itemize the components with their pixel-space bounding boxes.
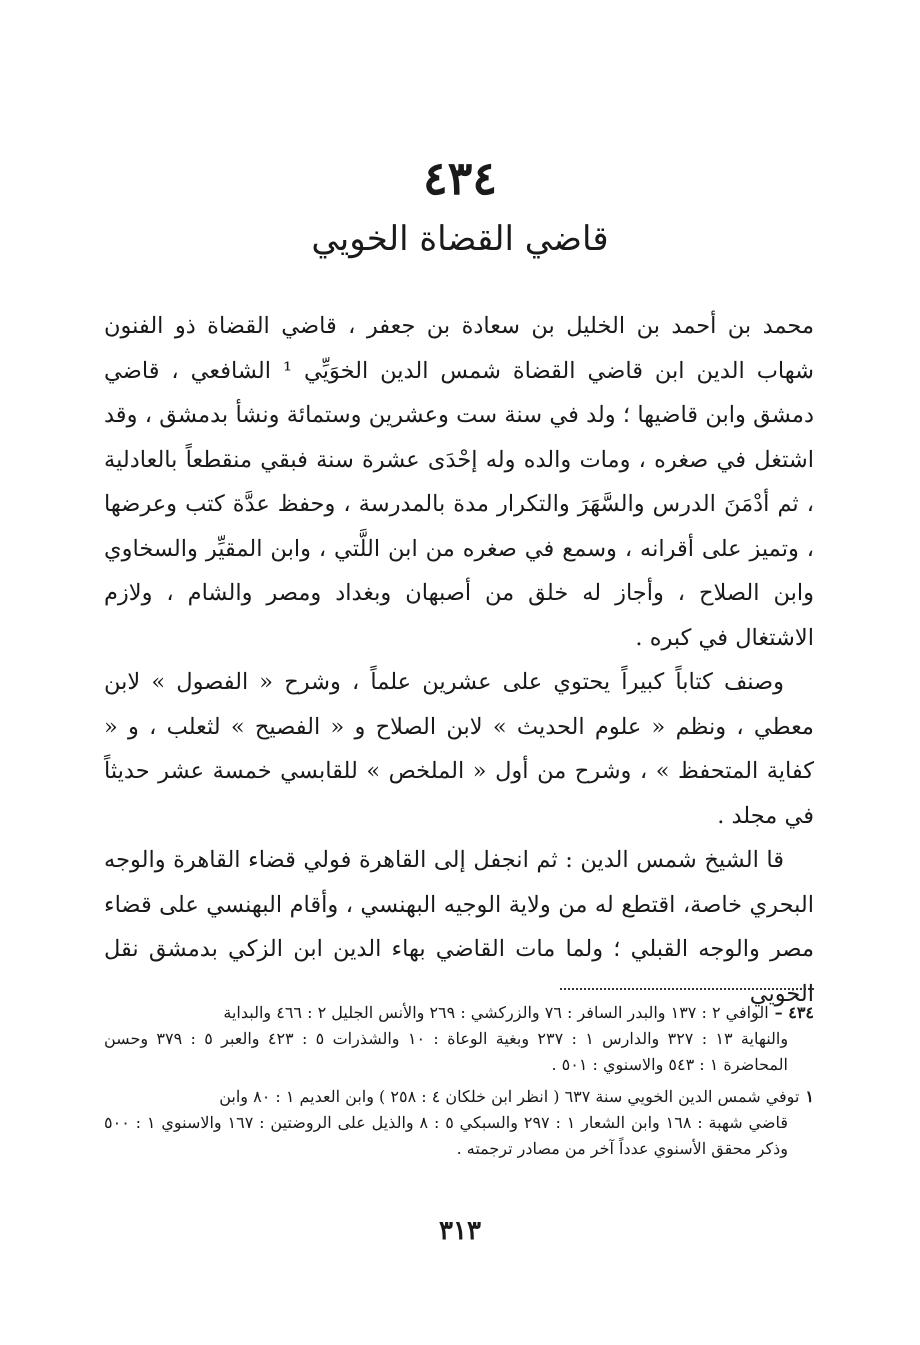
footnote-sources xyxy=(104,1000,814,1078)
entry-number: ٤٣٤ xyxy=(422,151,498,205)
entry-title: قاضي القضاة الخويي xyxy=(311,219,609,259)
footnote-separator xyxy=(560,988,814,990)
footnote-1 xyxy=(104,1084,814,1162)
footnote-text-rest: والنهاية ١٣ : ٣٢٧ والدارس ١ : ٢٣٧ وبغية الوعاة : ١٠ والشذرات ٥ : ٤٢٣ والعبر ٥ : ٣٧٩ وحسن المحاضرة ١ : ٥٤٣ والاسنوي : ٥٠١ . xyxy=(104,1029,789,1074)
footnote-text-rest: قاضي شهبة : ١٦٨ وابن الشعار ١ : ٢٩٧ والسبكي ٥ : ٨ والذيل على الروضتين : ١٦٧ والاسنوي ١ : ٥٠٠ وذكر محقق الأسنوي عدداً آخر من مصادر ترجمته . xyxy=(104,1113,789,1158)
paragraph-1: محمد بن أحمد بن الخليل بن سعادة بن جعفر ، قاضي القضاة ذو الفنون شهاب الدين ابن قاضي القضاة شمس الدين الخوَيِّي ¹ الشافعي ، قاضي دمشق وابن قاضيها ؛ ولد في سنة ست وعشرين وستمائة ونشأ بدمشق ، وقد اشتغل في صغره ، ومات والده وله إحْدَى عشرة سنة فبقي منقطعاً بالعادلية ، ثم أدْمَنَ الدرس والسَّهَرَ والتكرار مدة بالمدرسة ، وحفظ عدَّة كتب وعرضها ، وتميز على أقرانه ، وسمع في صغره من ابن اللَّتي ، وابن المقيِّر والسخاوي وابن الصلاح ، وأجاز له خلق من أصبهان وبغداد ومصر والشام ، ولازم الاشتغال في كبره . xyxy=(104,313,814,651)
page-number: ٣١٣ xyxy=(439,1216,481,1246)
footnote-label: ٤٣٤ – xyxy=(774,1003,814,1022)
body-text xyxy=(104,304,814,1016)
footnote-text-first: الوافي ٢ : ١٣٧ والبدر السافر : ٧٦ والزركشي : ٢٦٩ والأنس الجليل ٢ : ٤٦٦ والبداية xyxy=(223,1003,769,1022)
paragraph-3: قا الشيخ شمس الدين : ثم انجفل إلى القاهرة فولي قضاء القاهرة والوجه البحري خاصة، اقتطع له من ولاية الوجيه البهنسي ، وأقام البهنسي على قضاء مصر والوجه القبلي ؛ ولما مات القاضي بهاء الدين ابن الزكي بدمشق نقل الخويي xyxy=(104,847,814,1007)
footnote-text-first: توفي شمس الدين الخويي سنة ٦٣٧ ( انظر ابن خلكان ٤ : ٢٥٨ ) وابن العديم ١ : ٨٠ وابن xyxy=(219,1087,800,1106)
paragraph-2: وصنف كتاباً كبيراً يحتوي على عشرين علماً ، وشرح « الفصول » لابن معطي ، ونظم « علوم الحديث » لابن الصلاح و « الفصيح » لثعلب ، و « كفاية المتحفظ » ، وشرح من أول « الملخص » للقابسي خمسة عشر حديثاً في مجلد . xyxy=(104,669,814,829)
footnote-label: ١ xyxy=(805,1087,814,1106)
footnotes xyxy=(104,1000,814,1168)
